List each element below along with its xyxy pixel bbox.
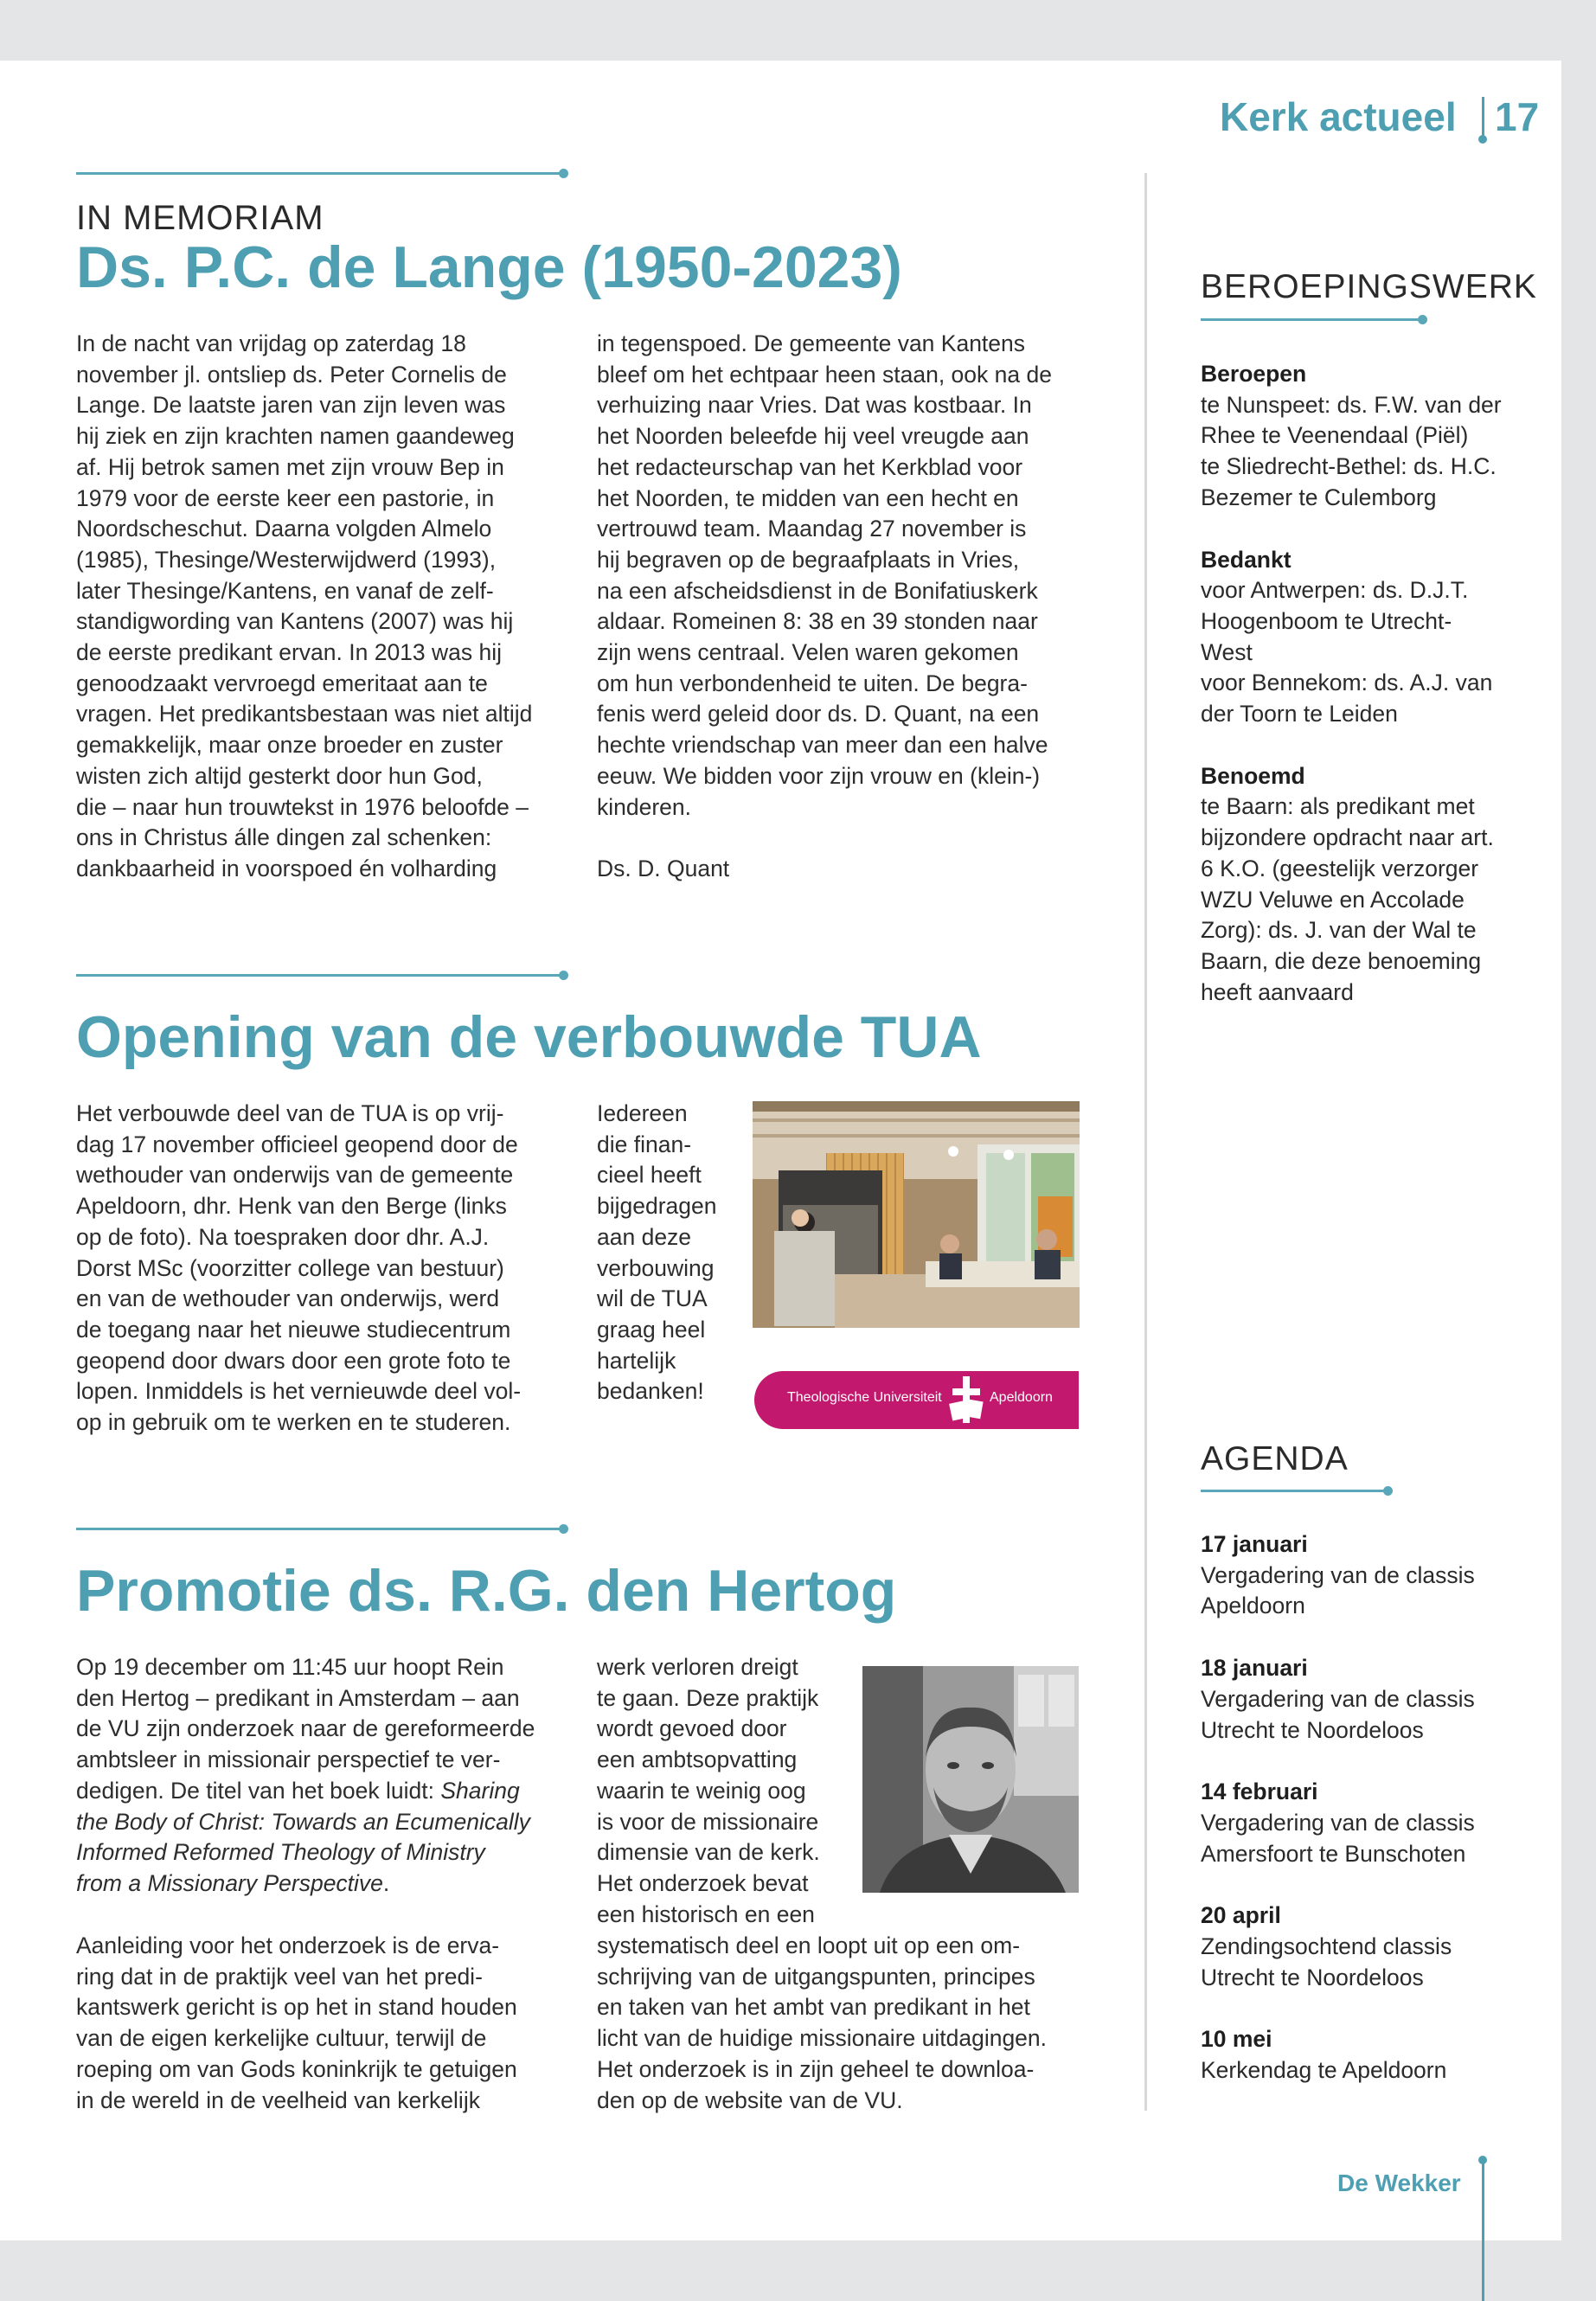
tua-opening-photo (753, 1101, 1080, 1328)
group-label: Beroepen (1201, 361, 1307, 387)
header-divider-dot (1478, 135, 1487, 144)
promotie-intro-text: Op 19 december om 11:45 uur hoopt Rein den Hertog – predikant in Amsterdam – aan de VU zijn onderzoek naar de gereformeerde ambtsleer in missionair perspectief te ver- dedigen. De titel van het boek luidt: (76, 1654, 535, 1804)
agenda-date: 10 mei (1201, 2026, 1272, 2053)
agenda-text: Kerkendag te Apeldoorn (1201, 2057, 1447, 2084)
promotie-column-1b: Aanleiding voor het onderzoek is de erva- ring dat in de praktijk veel van het predi- kantswerk gericht is op het in stand houden van de eigen kerkelijke cultuur, terwijl de roeping om van Gods koninkrijk te getuigen in de wereld in de veelheid van kerkelijk (76, 1932, 517, 2113)
agenda-rule (1201, 1490, 1389, 1492)
tua-column-2: Iedereen die finan- cieel heeft bijgedragen aan deze verbouwing wil de TUA graag heel hartelijk bedanken! (597, 1100, 717, 1405)
beroepingswerk-heading: BEROEPINGSWERK (1201, 268, 1537, 305)
agenda-text: Zendingsochtend classis Utrecht te Noordeloos (1201, 1933, 1452, 1990)
group-label: Benoemd (1201, 762, 1305, 789)
memoriam-title: Ds. P.C. de Lange (1950-2023) (76, 234, 902, 300)
agenda-date: 18 januari (1201, 1655, 1308, 1682)
agenda-item (1201, 1653, 1529, 1746)
agenda-item (1201, 2024, 1529, 2086)
column-divider (1144, 173, 1147, 2111)
tua-title: Opening van de verbouwde TUA (76, 1004, 982, 1070)
memoriam-rule (76, 172, 565, 175)
beroepingswerk-group (1201, 545, 1529, 730)
agenda-item (1201, 1529, 1529, 1622)
agenda-list (1201, 1529, 1529, 2086)
footer-line-dot (1478, 2156, 1487, 2164)
agenda-text: Vergadering van de classis Amersfoort te Bunschoten (1201, 1809, 1475, 1867)
promotie-rule (76, 1528, 565, 1530)
section-header (1220, 93, 1457, 140)
tua-logo-icon (949, 1376, 984, 1423)
memoriam-signature: Ds. D. Quant (597, 856, 730, 881)
group-text: te Baarn: als predikant met bijzondere opdracht naar art. 6 K.O. (geestelijk verzorger WZU Veluwe en Accolade Zorg): ds. J. van der Wal te Baarn, die deze benoeming heeft aanvaard (1201, 793, 1494, 1005)
portrait-photo (862, 1666, 1079, 1893)
section-title: Kerk actueel (1220, 94, 1457, 139)
agenda-date: 17 januari (1201, 1531, 1308, 1557)
agenda-date: 14 februari (1201, 1779, 1318, 1805)
beroepingswerk-list (1201, 359, 1529, 1008)
group-text: te Nunspeet: ds. F.W. van der Rhee te Veenendaal (Piël) te Sliedrecht-Bethel: ds. H.C. Bezemer te Culemborg (1201, 391, 1502, 510)
header-divider (1482, 97, 1484, 140)
portrait-illustration (862, 1666, 1079, 1893)
group-label: Bedankt (1201, 546, 1292, 573)
logo-text-right: Apeldoorn (990, 1390, 1053, 1405)
logo-text-left: Theologische Universiteit (787, 1390, 942, 1405)
beroepingswerk-rule (1201, 318, 1424, 321)
footer-magazine-name: De Wekker (1337, 2170, 1461, 2196)
tua-column-1: Het verbouwde deel van de TUA is op vrij- dag 17 november officieel geopend door de wethouder van onderwijs van de gemeente Apeldoorn, dhr. Henk van den Berge (links op de foto). Na toespraken door dhr. A.J. Dorst MSc (voorzitter college van bestuur) en van de wethouder van onderwijs, werd de toegang naar het nieuwe studiecentrum geopend door dwars door een grote foto te lopen. Inmiddels is het vernieuwde deel vol- op in gebruik om te werken en te studeren. (76, 1100, 522, 1436)
promotie-column-1a (76, 1652, 595, 1900)
agenda-date: 20 april (1201, 1902, 1281, 1929)
footer-line (1482, 2159, 1484, 2301)
memoriam-column-2: in tegenspoed. De gemeente van Kantens bleef om het echtpaar heen staan, ook na de verhuizing naar Vries. Dat was kostbaar. In het Noorden beleefde hij veel vreugde aan het redacteurschap van het Kerkblad voor het Noorden, te midden van een hecht en vertrouwd team. Maandag 27 november is hij begraven op de begraafplaats in Vries, na een afscheidsdienst in de Bonifatiuskerk aldaar. Romeinen 8: 38 en 39 stonden naar zijn wens centraal. Velen waren gekomen om hun verbondenheid te uiten. De begra- fenis werd geleid door ds. D. Quant, na een hechte vriendschap van meer dan een halve eeuw. We bidden voor zijn vrouw en (klein-) kinderen. (597, 330, 1052, 820)
tua-logo-banner (754, 1371, 1079, 1429)
promotie-title: Promotie ds. R.G. den Hertog (76, 1558, 897, 1624)
memoriam-kicker: IN MEMORIAM (76, 199, 324, 237)
agenda-item (1201, 1900, 1529, 1993)
promotie-column-2-bottom: systematisch deel en loopt uit op een om- schrijving van de uitgangspunten, principes en taken van het ambt van predikant in het licht van de huidige missionaire uitdagingen. Het onderzoek is in zijn geheel te downloa- den op de website van de VU. (597, 1932, 1048, 2113)
agenda-text: Vergadering van de classis Apeldoorn (1201, 1561, 1475, 1619)
beroepingswerk-group (1201, 359, 1529, 514)
promotie-column-2-top: werk verloren dreigt te gaan. Deze praktijk wordt gevoed door een ambtsopvatting waarin te weinig oog is voor de missionaire dimensie van de kerk. Het onderzoek bevat een historisch en een (597, 1654, 820, 1927)
page-number: 17 (1495, 94, 1540, 139)
agenda-heading: AGENDA (1201, 1440, 1349, 1477)
photo-illustration (753, 1101, 1080, 1328)
memoriam-column-1: In de nacht van vrijdag op zaterdag 18 november jl. ontsliep ds. Peter Cornelis de Lange. De laatste jaren van zijn leven was hij ziek en zijn krachten namen gaandeweg af. Hij betrok samen met zijn vrouw Bep in 1979 voor de eerste keer een pastorie, in Noordscheschut. Daarna volgden Almelo (1985), Thesinge/Westerwijdwerd (1993), later Thesinge/Kantens, en vanaf de zelf- standigwording van Kantens (2007) was hij de eerste predikant ervan. In 2013 was hij genoodzaakt vervroegd emeritaat aan te vragen. Het predikantsbestaan was niet altijd gemakkelijk, maar onze broeder en zuster wisten zich altijd gesterkt door hun God, die – naar hun trouwtekst in 1976 beloofde – ons in Christus álle dingen zal schenken: dankbaarheid in voorspoed én volharding (76, 330, 533, 881)
agenda-text: Vergadering van de classis Utrecht te Noordeloos (1201, 1685, 1475, 1743)
promotie-intro-end: . (382, 1869, 390, 1896)
group-text: voor Antwerpen: ds. D.J.T. Hoogenboom te Utrecht- West voor Bennekom: ds. A.J. van der Toorn te Leiden (1201, 577, 1493, 727)
agenda-item (1201, 1777, 1529, 1869)
promotie-book-title: Sharing the Body of Christ: Towards an Ecumenically Informed Reformed Theology of Ministry from a Missionary Perspective (76, 1777, 530, 1896)
tua-rule (76, 974, 565, 977)
beroepingswerk-group (1201, 761, 1529, 1009)
